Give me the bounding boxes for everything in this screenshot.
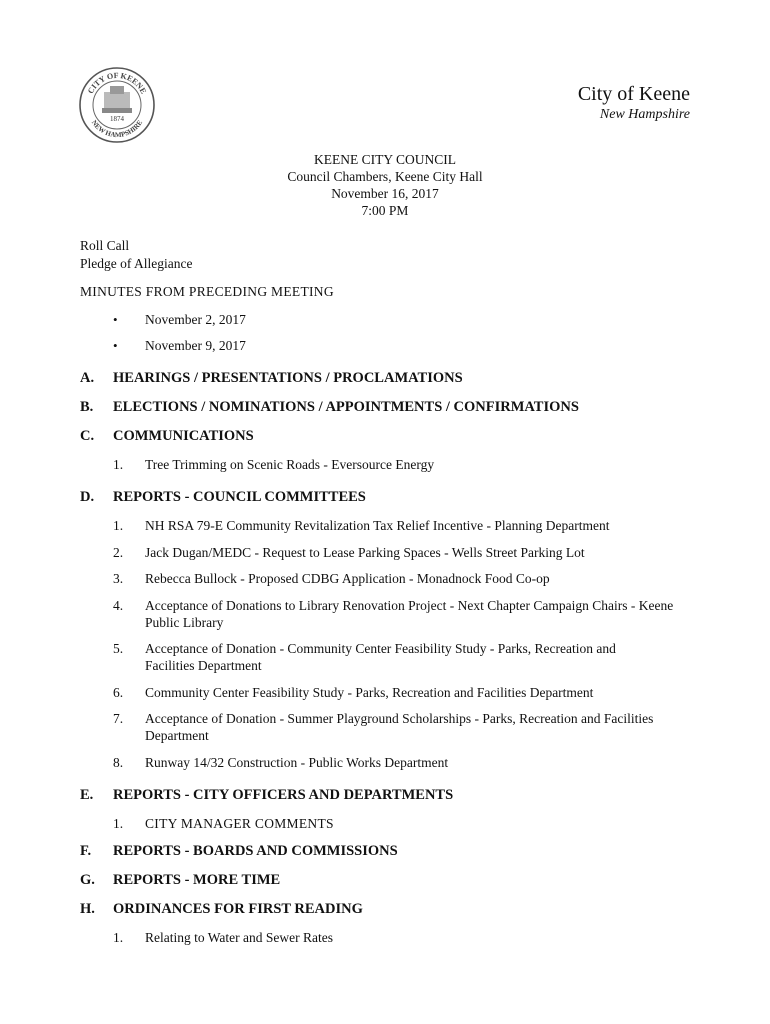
section-title: REPORTS - BOARDS AND COMMISSIONS	[113, 843, 398, 859]
meeting-header	[0, 151, 770, 219]
svg-text:NEW HAMPSHIRE: NEW HAMPSHIRE	[89, 118, 145, 140]
bullet-marker: •	[113, 338, 118, 353]
item-number: 1.	[113, 518, 124, 533]
minutes-item: November 2, 2017	[145, 312, 246, 327]
section-letter: G.	[80, 872, 95, 888]
agenda-item: Relating to Water and Sewer Rates	[145, 930, 333, 945]
section-title: ORDINANCES FOR FIRST READING	[113, 901, 363, 917]
section-letter: H.	[80, 901, 95, 917]
svg-text:CITY OF KEENE: CITY OF KEENE	[85, 70, 149, 96]
meeting-body: KEENE CITY COUNCIL	[314, 152, 456, 167]
svg-text:1874: 1874	[110, 115, 124, 123]
minutes-item: November 9, 2017	[145, 338, 246, 353]
section-title: ELECTIONS / NOMINATIONS / APPOINTMENTS / CONFIRMATIONS	[113, 399, 579, 415]
item-number: 1.	[113, 457, 124, 472]
minutes-heading: MINUTES FROM PRECEDING MEETING	[80, 284, 334, 299]
item-number: 1.	[113, 816, 124, 831]
item-number: 6.	[113, 685, 124, 700]
roll-call: Roll Call	[80, 238, 130, 253]
item-number: 5.	[113, 641, 124, 656]
agenda-item: NH RSA 79-E Community Revitalization Tax Relief Incentive - Planning Department	[145, 518, 610, 533]
city-name: City of Keene	[577, 83, 690, 105]
section-letter: F.	[80, 843, 92, 859]
item-number: 2.	[113, 545, 124, 560]
agenda-item: Acceptance of Donation - Summer Playground Scholarships - Parks, Recreation and Facilities Department	[145, 711, 654, 743]
city-seal-logo	[78, 66, 156, 144]
item-number: 7.	[113, 711, 124, 726]
agenda-item: Tree Trimming on Scenic Roads - Eversource Energy	[145, 457, 435, 472]
section-letter: C.	[80, 428, 95, 444]
section-letter: A.	[80, 370, 95, 386]
item-number: 8.	[113, 755, 124, 770]
city-block	[578, 82, 690, 124]
section-title: REPORTS - MORE TIME	[113, 872, 281, 888]
agenda-item: Jack Dugan/MEDC - Request to Lease Parking Spaces - Wells Street Parking Lot	[145, 545, 585, 560]
section-title: REPORTS - COUNCIL COMMITTEES	[113, 489, 366, 505]
meeting-location: Council Chambers, Keene City Hall	[287, 169, 483, 184]
meeting-date: November 16, 2017	[331, 186, 439, 201]
item-number: 3.	[113, 571, 124, 586]
section-title: COMMUNICATIONS	[113, 428, 254, 444]
agenda-item: Rebecca Bullock - Proposed CDBG Application - Monadnock Food Co-op	[145, 571, 550, 586]
agenda-item: Acceptance of Donations to Library Renovation Project - Next Chapter Campaign Chairs - Keene Public Library	[145, 598, 674, 630]
agenda-item: CITY MANAGER COMMENTS	[145, 816, 334, 831]
agenda-item: Runway 14/32 Construction - Public Works Department	[145, 755, 449, 770]
item-number: 1.	[113, 930, 124, 945]
section-letter: B.	[80, 399, 94, 415]
section-letter: E.	[80, 787, 94, 803]
section-letter: D.	[80, 489, 95, 505]
agenda-item: Community Center Feasibility Study - Parks, Recreation and Facilities Department	[145, 685, 594, 700]
bullet-marker: •	[113, 312, 118, 327]
section-title: HEARINGS / PRESENTATIONS / PROCLAMATIONS	[113, 370, 463, 386]
pledge-of-allegiance: Pledge of Allegiance	[80, 256, 193, 271]
agenda-item: Acceptance of Donation - Community Center Feasibility Study - Parks, Recreation and Facilities Department	[145, 641, 616, 673]
item-number: 4.	[113, 598, 124, 613]
meeting-time: 7:00 PM	[361, 203, 409, 218]
section-title: REPORTS - CITY OFFICERS AND DEPARTMENTS	[113, 787, 454, 803]
city-state: New Hampshire	[599, 107, 690, 122]
